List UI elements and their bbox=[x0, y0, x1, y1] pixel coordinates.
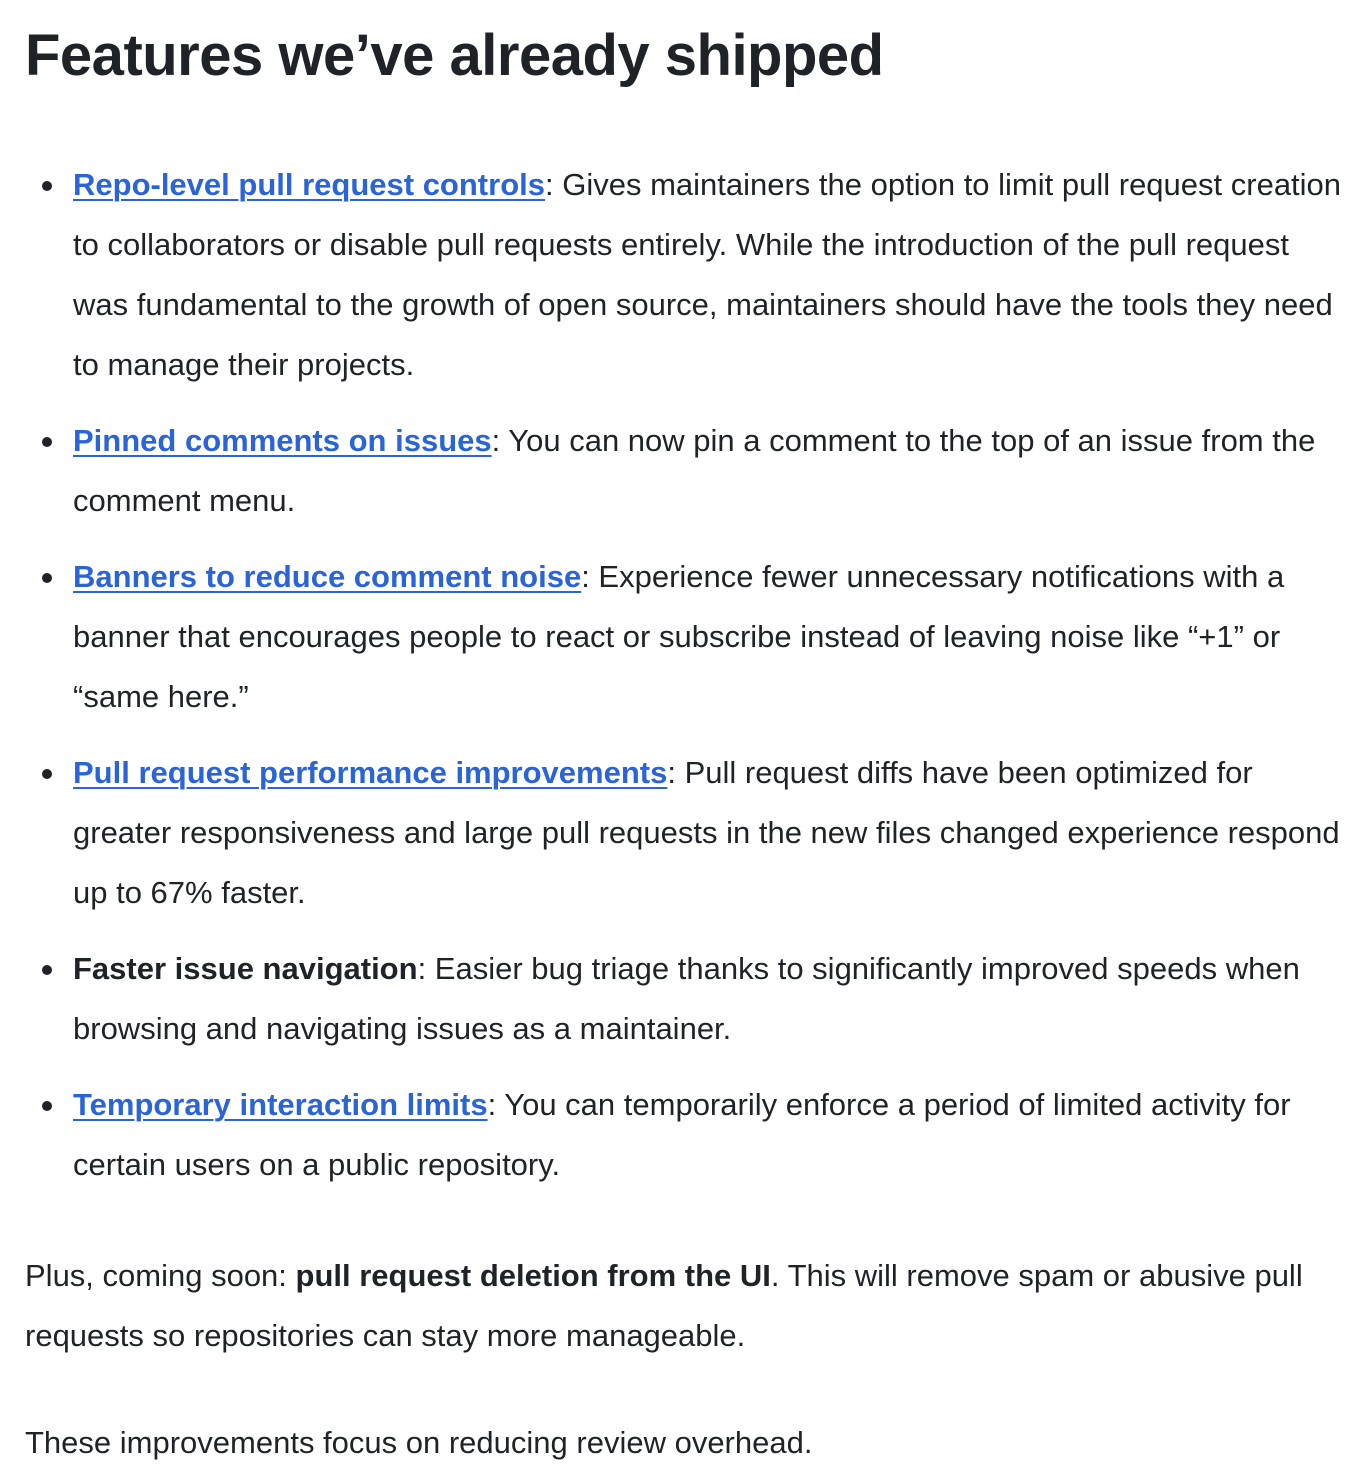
coming-soon-paragraph bbox=[25, 1246, 1342, 1366]
feature-title-faster-issue-navigation: Faster issue navigation bbox=[73, 951, 418, 986]
list-item bbox=[25, 939, 1342, 1059]
feature-description: : Gives maintainers the option to limit pull request creation to collaborators or disable pull requests entirely. While the introduction of the pull request was fundamental to the growth of open source, maintainers should have the tools they need to manage their projects. bbox=[73, 167, 1342, 382]
list-item bbox=[25, 1075, 1342, 1195]
list-item bbox=[25, 547, 1342, 727]
bullet-icon bbox=[42, 769, 52, 779]
feature-link-temporary-interaction-limits[interactable]: Temporary interaction limits bbox=[73, 1087, 488, 1122]
coming-soon-suffix: . This will remove spam or abusive pull requests so repositories can stay more manageable. bbox=[25, 1258, 1303, 1353]
feature-description: : Easier bug triage thanks to significantly improved speeds when browsing and navigating issues as a maintainer. bbox=[73, 951, 1300, 1046]
bullet-icon bbox=[42, 1101, 52, 1111]
coming-soon-highlight: pull request deletion from the UI bbox=[295, 1258, 771, 1293]
feature-link-repo-level-pr-controls[interactable]: Repo-level pull request controls bbox=[73, 167, 545, 202]
bullet-icon bbox=[42, 181, 52, 191]
feature-description: : You can now pin a comment to the top of an issue from the comment menu. bbox=[73, 423, 1316, 518]
feature-link-pinned-comments[interactable]: Pinned comments on issues bbox=[73, 423, 492, 458]
list-item bbox=[25, 155, 1342, 395]
list-item bbox=[25, 411, 1342, 531]
section-heading: Features we’ve already shipped bbox=[25, 23, 884, 88]
closing-paragraph: These improvements focus on reducing review overhead. bbox=[25, 1425, 813, 1460]
coming-soon-prefix: Plus, coming soon: bbox=[25, 1258, 296, 1293]
bullet-icon bbox=[42, 965, 52, 975]
bullet-icon bbox=[42, 437, 52, 447]
bullet-icon bbox=[42, 573, 52, 583]
list-item bbox=[25, 743, 1342, 923]
feature-description: : You can temporarily enforce a period of limited activity for certain users on a public repository. bbox=[73, 1087, 1291, 1182]
feature-link-pr-performance[interactable]: Pull request performance improvements bbox=[73, 755, 668, 790]
feature-list bbox=[25, 155, 1342, 1195]
feature-link-comment-noise-banners[interactable]: Banners to reduce comment noise bbox=[73, 559, 582, 594]
feature-description: : Pull request diffs have been optimized for greater responsiveness and large pull requests in the new files changed experience respond up to 67% faster. bbox=[73, 755, 1340, 910]
feature-description: : Experience fewer unnecessary notifications with a banner that encourages people to react or subscribe instead of leaving noise like “+1” or “same here.” bbox=[73, 559, 1285, 714]
